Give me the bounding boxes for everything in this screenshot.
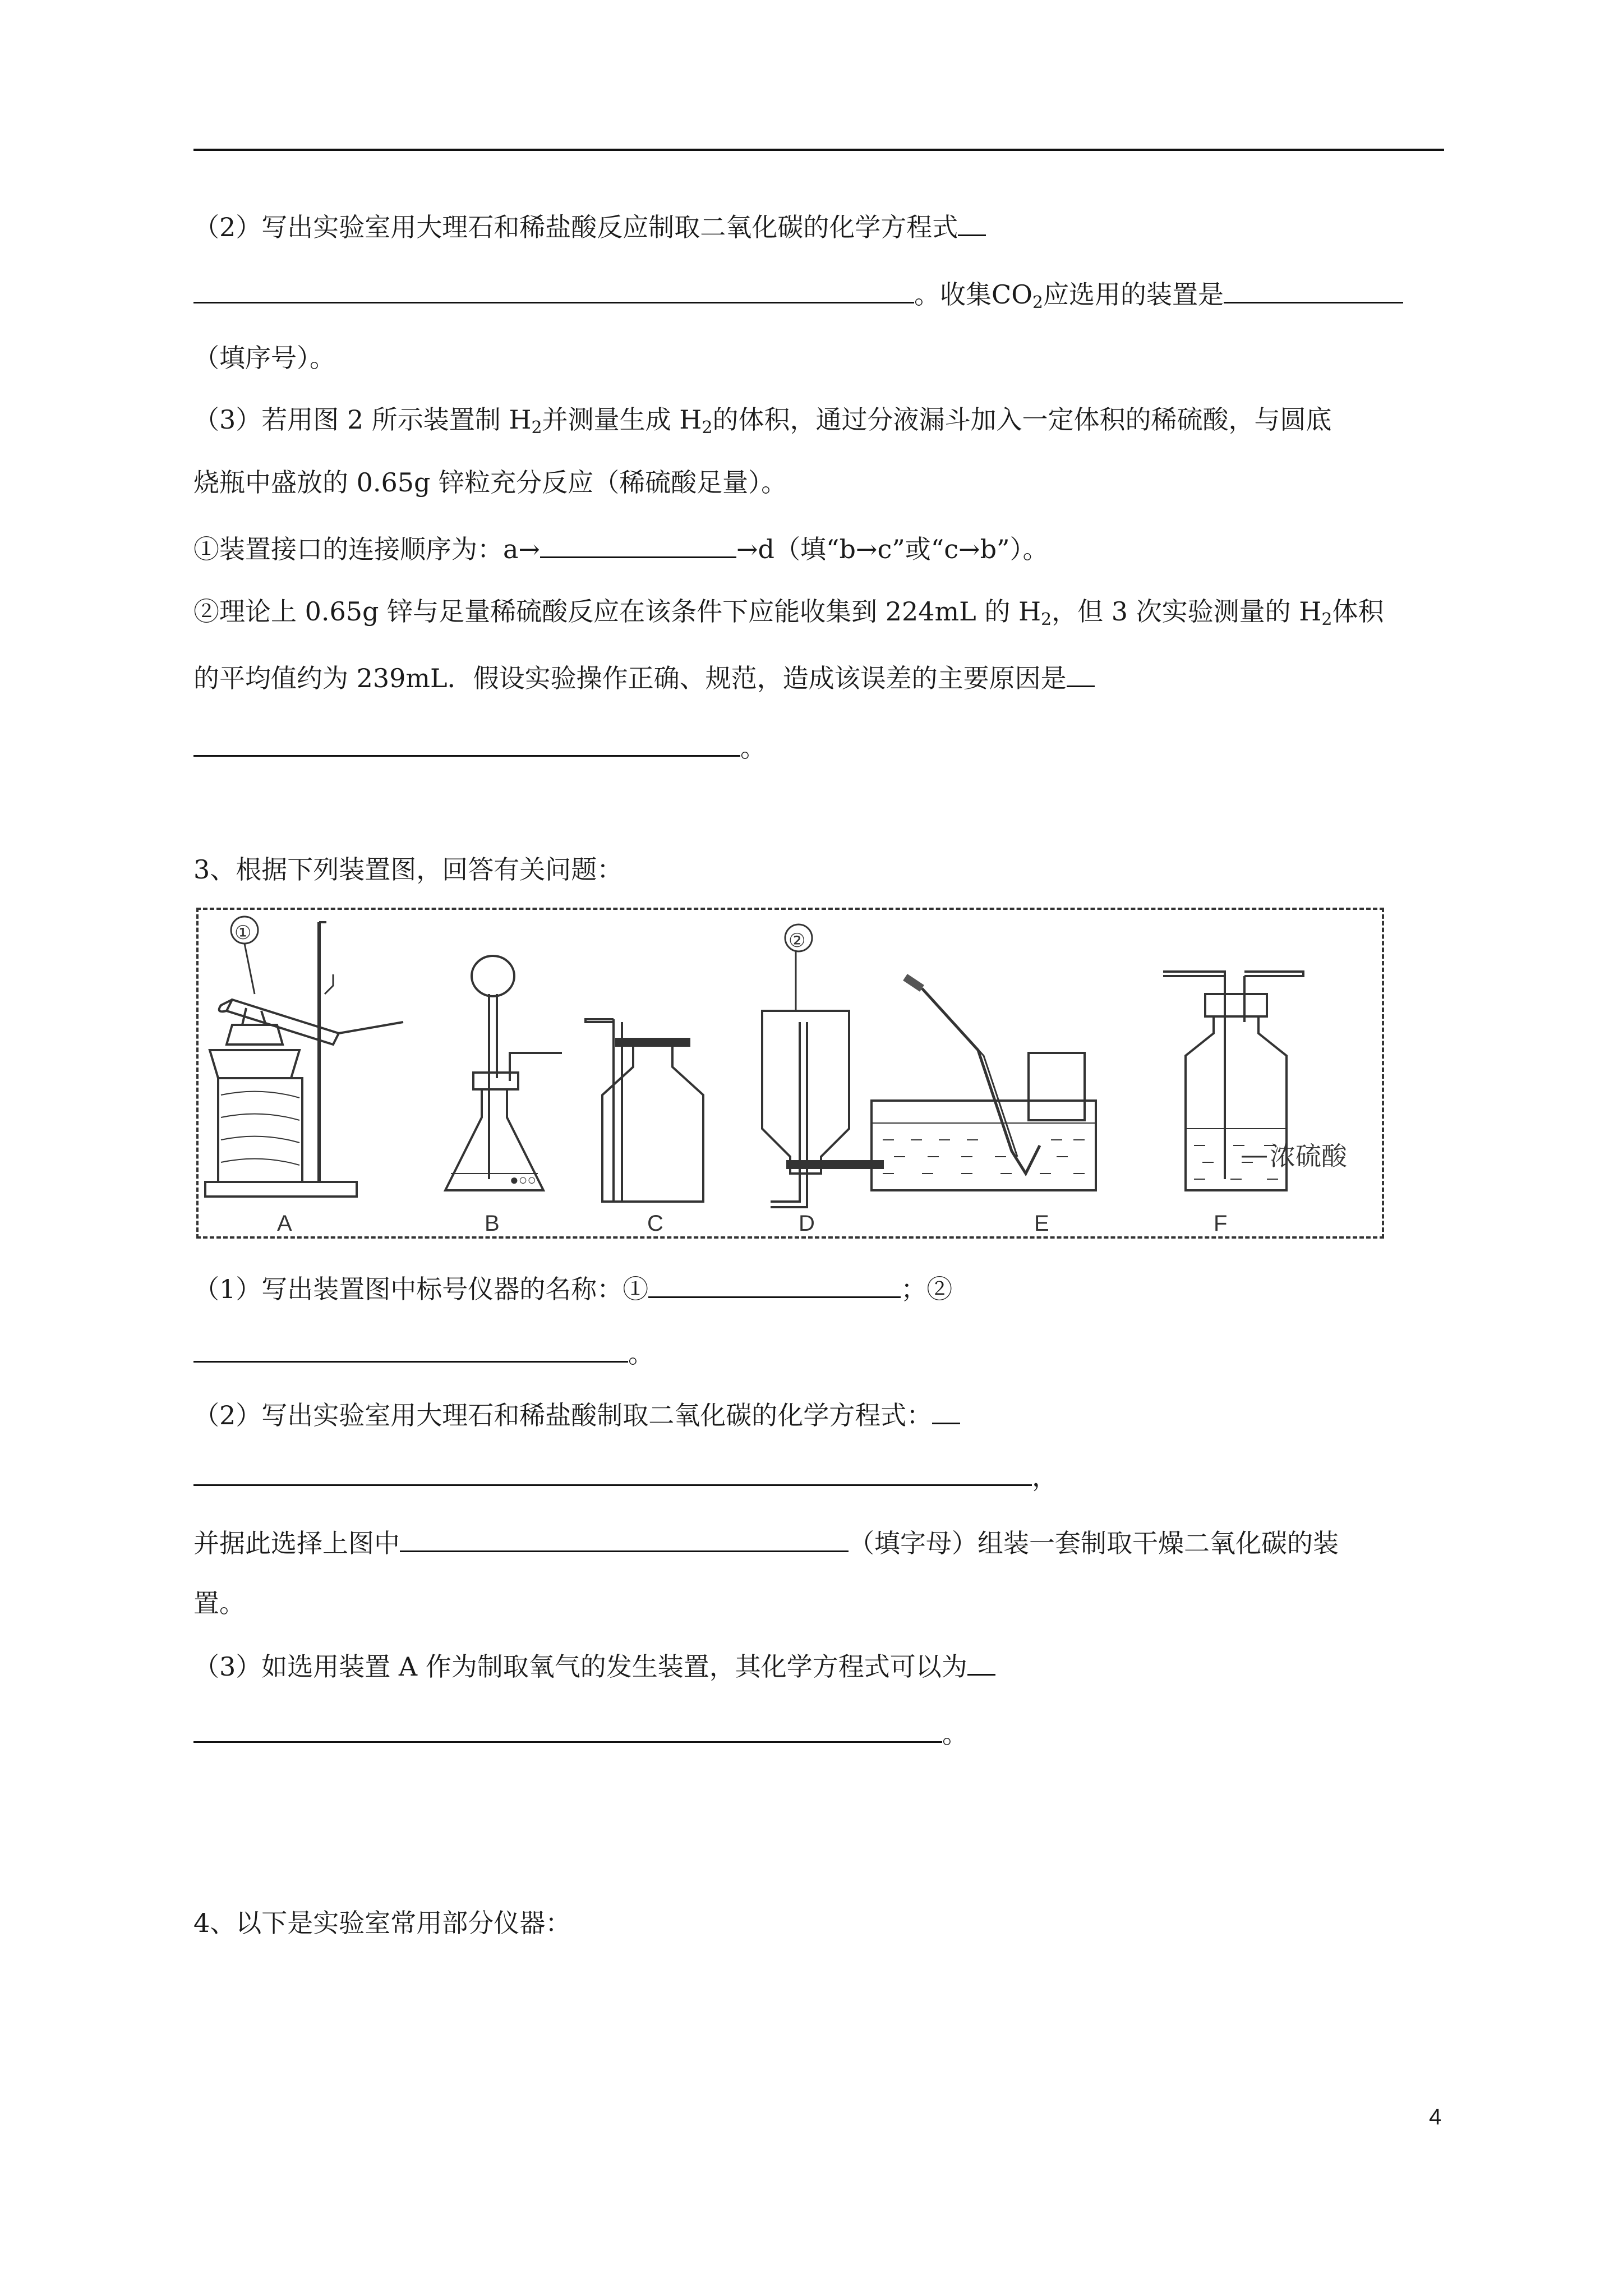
label-f: F bbox=[1214, 1211, 1228, 1236]
answer-blank[interactable] bbox=[958, 209, 986, 236]
q3-part2-line4: 置。 bbox=[193, 1588, 245, 1618]
label-b: B bbox=[485, 1211, 500, 1236]
apparatus-f bbox=[1163, 972, 1348, 1236]
apparatus-e bbox=[872, 977, 1096, 1236]
q2-item1: ①装置接口的连接顺序为：a→ →d（填“b→c”或“c→b”）。 bbox=[193, 531, 1049, 566]
q2-item2-line1: ②理论上 0.65g 锌与足量稀硫酸反应在该条件下应能收集到 224mL 的 $H_2$，但 3 次实验测量的 $H_2$体积 bbox=[193, 596, 1384, 629]
svg-text:●○○: ●○○ bbox=[510, 1171, 537, 1188]
answer-blank-order[interactable] bbox=[540, 531, 736, 558]
answer-blank-equation[interactable] bbox=[193, 1715, 942, 1743]
q3-part2-line1: （2）写出实验室用大理石和稀盐酸制取二氧化碳的化学方程式： bbox=[193, 1397, 960, 1432]
apparatus-d bbox=[762, 924, 883, 1236]
answer-blank[interactable] bbox=[1067, 660, 1095, 687]
q2-part2-line1 bbox=[193, 209, 986, 244]
label-e: E bbox=[1034, 1211, 1049, 1236]
apparatus-figure bbox=[196, 908, 1384, 1239]
answer-blank-equation[interactable] bbox=[193, 276, 914, 303]
q3-part1-line1: （1）写出装置图中标号仪器的名称：① ；② bbox=[193, 1271, 952, 1306]
q3-part3-line2: 。 bbox=[193, 1715, 968, 1751]
answer-blank-name1[interactable] bbox=[648, 1271, 901, 1298]
answer-blank-name2[interactable] bbox=[193, 1335, 628, 1363]
marker-1: ① bbox=[234, 922, 252, 944]
q2-part3-line2: 烧瓶中盛放的 0.65g 锌粒充分反应（稀硫酸足量）。 bbox=[193, 467, 787, 498]
apparatus-b bbox=[445, 956, 562, 1236]
answer-blank[interactable] bbox=[967, 1648, 995, 1676]
q3-title: 3、根据下列装置图，回答有关问题： bbox=[193, 854, 623, 885]
label-d: D bbox=[799, 1211, 815, 1236]
q2-part2-hint: （填序号）。 bbox=[193, 343, 335, 373]
header-rule bbox=[193, 149, 1444, 151]
q3-part1-line2: 。 bbox=[193, 1335, 654, 1370]
label-c: C bbox=[647, 1211, 663, 1236]
answer-blank-device[interactable] bbox=[1224, 276, 1403, 303]
q2-part2-text: （2）写出实验室用大理石和稀盐酸反应制取二氧化碳的化学方程式 bbox=[193, 212, 958, 242]
answer-blank-reason[interactable] bbox=[193, 729, 740, 757]
answer-blank-equation[interactable] bbox=[193, 1458, 1032, 1486]
q3-part2-line2: ， bbox=[193, 1458, 1058, 1494]
label-a: A bbox=[277, 1211, 292, 1236]
answer-blank-letters[interactable] bbox=[400, 1525, 849, 1552]
q2-item2-line3: 。 bbox=[193, 729, 766, 765]
q2-item2-line2: 的平均值约为 239mL．假设实验操作正确、规范，造成该误差的主要原因是 bbox=[193, 660, 1095, 695]
acid-label: 浓硫酸 bbox=[1270, 1142, 1347, 1171]
q2-part3-line1: （3）若用图 2 所示装置制 $H_2$并测量生成 $H_2$的体积，通过分液漏斗加入一定体积的稀硫酸，与圆底 bbox=[193, 404, 1332, 438]
q3-part2-line3: 并据此选择上图中 （填字母）组装一套制取干燥二氧化碳的装 bbox=[193, 1525, 1339, 1560]
q4-title: 4、以下是实验室常用部分仪器： bbox=[193, 1908, 571, 1938]
q3-part3-line1: （3）如选用装置 A 作为制取氧气的发生装置，其化学方程式可以为 bbox=[193, 1648, 995, 1683]
page-number: 4 bbox=[1429, 2105, 1442, 2129]
q2-part2-line2: 。收集$CO_2$应选用的装置是 bbox=[193, 276, 1403, 320]
apparatus-drawing bbox=[199, 910, 1386, 1241]
answer-blank[interactable] bbox=[932, 1397, 960, 1424]
apparatus-a bbox=[205, 917, 403, 1236]
apparatus-c bbox=[585, 1019, 703, 1236]
marker-2: ② bbox=[789, 930, 806, 951]
